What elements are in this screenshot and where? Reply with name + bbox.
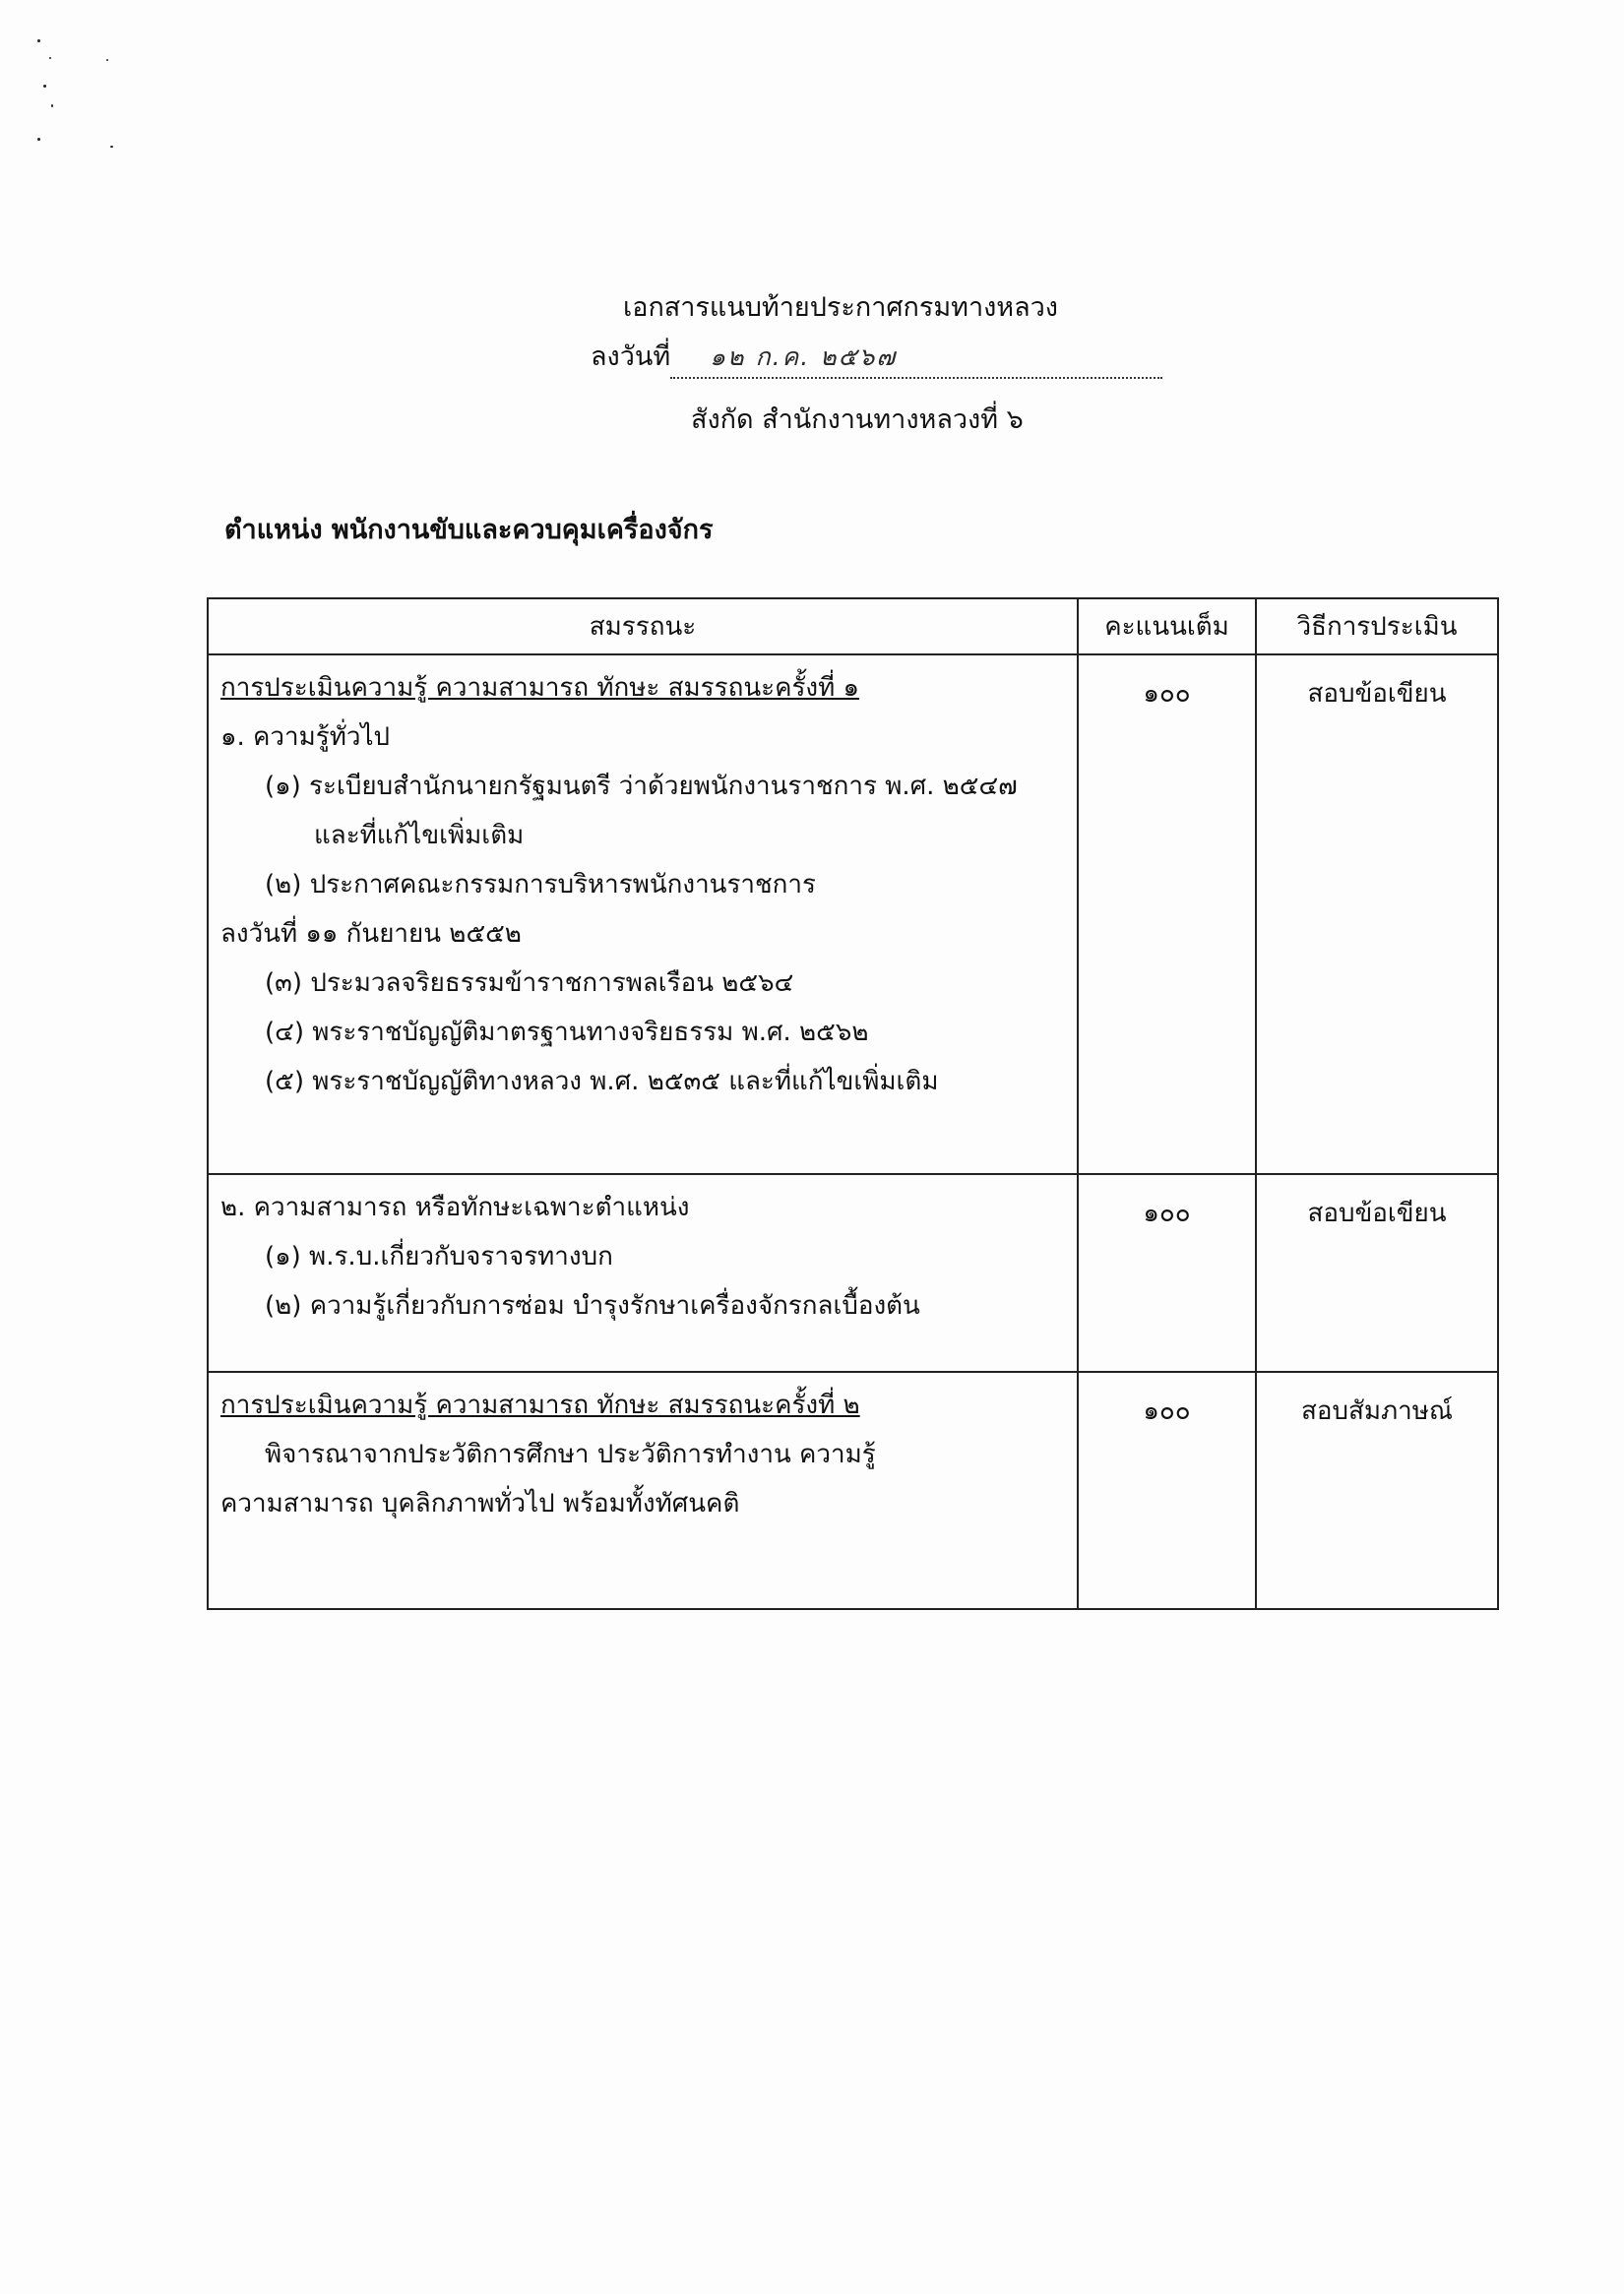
header-method: วิธีการประเมิน	[1256, 598, 1498, 654]
list-item-continuation: และที่แก้ไขเพิ่มเติม	[314, 821, 525, 850]
list-item-continuation: ลงวันที่ ๑๑ กันยายน ๒๕๕๒	[220, 919, 522, 949]
position-title: ตำแหน่ง พนักงานขับและควบคุมเครื่องจักร	[224, 515, 714, 545]
paragraph-line: ความสามารถ บุคลิกภาพทั่วไป พร้อมทั้งทัศนคติ	[220, 1489, 740, 1519]
attachment-title: เอกสารแนบท้ายประกาศกรมทางหลวง	[623, 292, 1058, 323]
competency-cell	[208, 654, 1078, 1174]
assessment-heading-1: การประเมินความรู้ ความสามารถ ทักษะ สมรรถนะครั้งที่ ๑	[220, 673, 860, 703]
date-line	[591, 335, 1162, 379]
method-cell: สอบข้อเขียน	[1256, 654, 1498, 1174]
score-cell: ๑๐๐	[1078, 1174, 1256, 1372]
unit-line: สังกัด สำนักงานทางหลวงที่ ๖	[691, 404, 1024, 435]
list-item: (๔) พระราชบัญญัติมาตรฐานทางจริยธรรม พ.ศ. ๒๕๖๒	[265, 1018, 869, 1047]
list-item: (๒) ประกาศคณะกรรมการบริหารพนักงานราชการ	[265, 870, 816, 899]
header-competency: สมรรถนะ	[208, 598, 1078, 654]
date-label: ลงวันที่	[591, 341, 671, 372]
section-specific-skills: ๒. ความสามารถ หรือทักษะเฉพาะตำแหน่ง	[220, 1193, 690, 1222]
competency-cell	[208, 1372, 1078, 1609]
assessment-heading-2: การประเมินความรู้ ความสามารถ ทักษะ สมรรถนะครั้งที่ ๒	[220, 1391, 860, 1420]
list-item: (๕) พระราชบัญญัติทางหลวง พ.ศ. ๒๕๓๕ และที่แก้ไขเพิ่มเติม	[265, 1067, 939, 1096]
score-cell: ๑๐๐	[1078, 1372, 1256, 1609]
table-header-row	[208, 598, 1498, 654]
header-full-score: คะแนนเต็ม	[1078, 598, 1256, 654]
list-item: (๓) ประมวลจริยธรรมข้าราชการพลเรือน ๒๕๖๔	[265, 968, 794, 998]
method-cell: สอบสัมภาษณ์	[1256, 1372, 1498, 1609]
competency-table	[207, 597, 1499, 1610]
method-cell: สอบข้อเขียน	[1256, 1174, 1498, 1372]
list-item: (๑) พ.ร.บ.เกี่ยวกับจราจรทางบก	[265, 1242, 613, 1271]
list-item: (๑) ระเบียบสำนักนายกรัฐมนตรี ว่าด้วยพนักงานราชการ พ.ศ. ๒๕๔๗	[265, 772, 1018, 801]
table-row	[208, 654, 1498, 1174]
paragraph-line: พิจารณาจากประวัติการศึกษา ประวัติการทำงาน ความรู้	[265, 1440, 876, 1469]
table-row	[208, 1174, 1498, 1372]
section-general-knowledge: ๑. ความรู้ทั่วไป	[220, 722, 391, 752]
score-cell: ๑๐๐	[1078, 654, 1256, 1174]
competency-cell	[208, 1174, 1078, 1372]
list-item: (๒) ความรู้เกี่ยวกับการซ่อม บำรุงรักษาเครื่องจักรกลเบื้องต้น	[265, 1291, 920, 1321]
date-value: ๑๒ ก.ค. ๒๕๖๗	[670, 338, 1162, 379]
table-row	[208, 1372, 1498, 1609]
